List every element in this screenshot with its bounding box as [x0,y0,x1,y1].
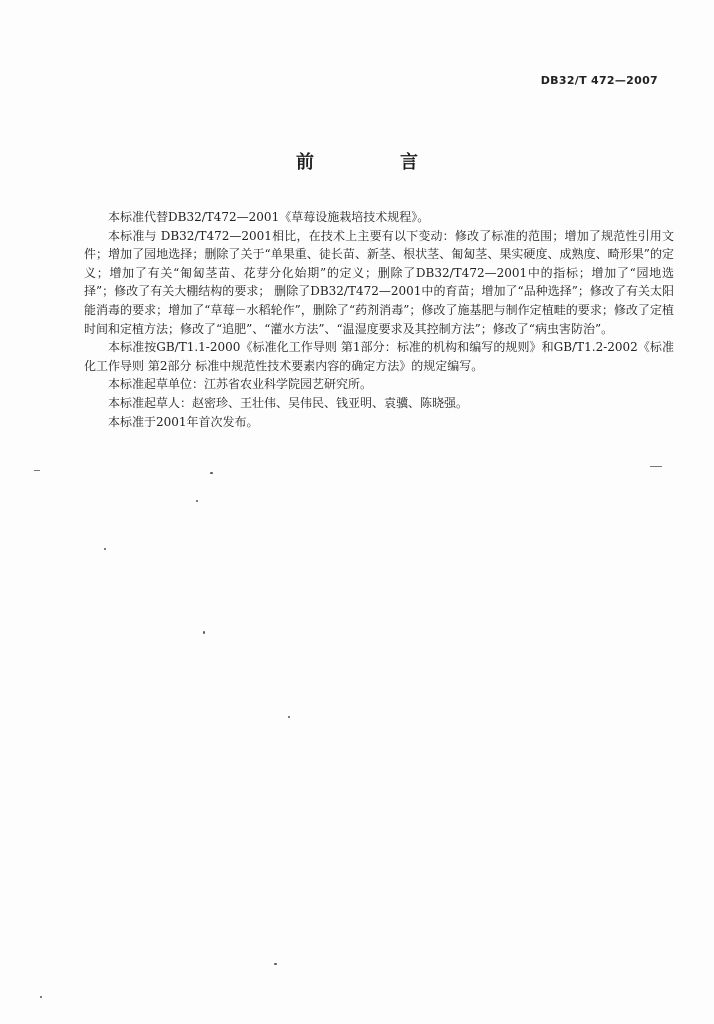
page-title: 前 言 [296,152,452,173]
paragraph-drafting-rules: 本标准按GB/T1.1-2000《标准化工作导则 第1部分：标准的机构和编写的规则》和GB/T1.2-2002《标准化工作导则 第2部分 标准中规范性技术要素内容的确定方法》的规定编写。 [84,340,674,373]
scan-speck [104,548,106,550]
standard-code: DB32/T 472—2007 [540,74,658,87]
scan-mark [650,466,662,467]
foreword-body [84,208,674,431]
scan-mark [34,470,40,471]
paragraph-changes: 本标准与 DB32/T472—2001相比，在技术上主要有以下变动：修改了标准的范围；增加了规范性引用文件；增加了园地选择；删除了关于“单果重、徒长苗、新茎、根状茎、匍匐茎、果实硬度、成熟度、畸形果”的定义；增加了有关“匍匐茎苗、花芽分化始期”的定义；删除了DB32/T472—2001中的指标；增加了“园地选择”；修改了有关大棚结构的要求； 删除了DB32/T472—2001中的育苗；增加了“品种选择”；修改了有关太阳能消毒的要求；增加了“草莓－水稻轮作”，删除了“药剂消毒”；修改了施基肥与制作定植畦的要求；修改了定植时间和定植方法；修改了“追肥”、“灌水方法”、“温湿度要求及其控制方法”；修改了“病虫害防治”。 [84,228,674,336]
scan-speck [210,472,213,474]
paragraph-replacement: 本标准代替DB32/T472—2001《草莓设施栽培技术规程》。 [108,210,430,224]
scan-speck [196,500,198,502]
paragraph-drafters: 本标准起草人：赵密珍、王壮伟、吴伟民、钱亚明、袁骥、陈晓强。 [108,395,469,410]
scan-speck [288,716,290,718]
scan-speck [203,631,205,634]
scan-speck [40,996,42,998]
scan-speck [274,963,277,965]
paragraph-drafting-unit: 本标准起草单位：江苏省农业科学院园艺研究所。 [108,377,373,392]
paragraph-first-issue: 本标准于2001年首次发布。 [108,414,259,429]
